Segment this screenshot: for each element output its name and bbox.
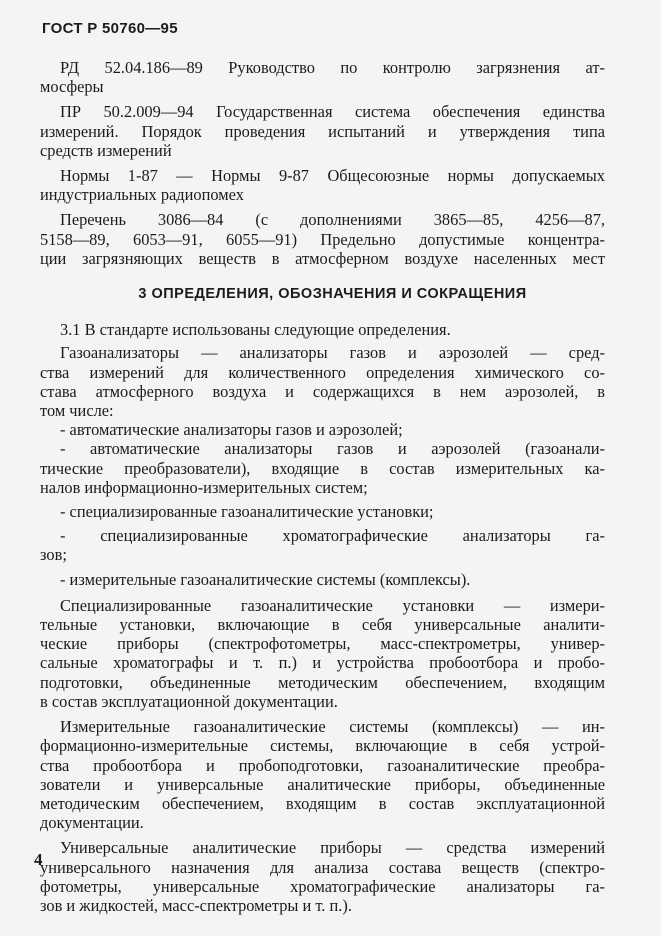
document-body [40,58,605,915]
text-line: Нормы 1-87 — Нормы 9-87 Общесоюзные нормы допускаемых [60,166,605,186]
text-line: - специализированные хроматографические анализаторы га- [60,526,605,546]
list-item [40,526,605,565]
text-line: - автоматические анализаторы газов и аэрозолей (газоанали- [60,439,605,459]
definition-universal-instruments [40,838,605,915]
text-line: 5158—89, 6053—91, 6055—91) Предельно допустимые концентра- [40,229,605,249]
text-line: индустриальных радиопомех [40,185,244,205]
text-line: формационно-измерительные системы, включающие в себя устрой- [40,736,605,756]
definition-systems [40,717,605,833]
reference-norms [40,166,605,205]
text-line: ции загрязняющих веществ в атмосферном воздухе населенных мест [40,248,605,268]
text-line: Универсальные аналитические приборы — средства измерений [60,838,605,858]
text-line: ства измерений для количественного определения химического со- [40,362,605,382]
text-line: ПР 50.2.009—94 Государственная система обеспечения единства [60,102,605,122]
section-title: 3 ОПРЕДЕЛЕНИЯ, ОБОЗНАЧЕНИЯ И СОКРАЩЕНИЯ [138,286,527,303]
text-line: методическим обеспечением, входящим в состав эксплуатационной [40,793,605,813]
text-line: Газоанализаторы — анализаторы газов и аэрозолей — сред- [60,343,605,363]
text-line: средств измерений [40,140,172,160]
definitions-intro: 3.1 В стандарте использованы следующие определения. [60,320,451,340]
list-item [60,502,605,521]
text-line: ческие приборы (спектрофотометры, масс-спектрометры, универ- [40,634,605,654]
reference-list [40,210,605,268]
text-line: РД 52.04.186—89 Руководство по контролю загрязнения ат- [60,58,605,77]
list-item [60,570,605,589]
text-line: подготовки, объединенные методическим обеспечением, входящим [40,672,605,692]
text-line: том числе: [40,401,114,421]
reference-rd [40,58,605,97]
definition-gas-analyzers [40,343,605,421]
text-line: в состав эксплуатационной документации. [40,691,338,711]
text-line: сальные хроматографы и т. п.) и устройства пробоотбора и пробо- [40,653,605,673]
page-number: 4 [34,850,43,869]
text-line: зов и жидкостей, масс-спектрометры и т. п.). [40,895,352,915]
text-line: тельные установки, включающие в себя универсальные аналити- [40,615,605,635]
text-line: измерений. Порядок проведения испытаний и утверждения типа [40,121,605,141]
text-line: зов; [40,545,67,565]
definition-installations [40,595,605,711]
text-line: - автоматические анализаторы газов и аэрозолей; [60,420,403,440]
text-line: зователи и универсальные аналитические приборы, объединенные [40,774,605,794]
text-line: - измерительные газоаналитические системы (комплексы). [60,569,471,589]
text-line: универсального назначения для анализа состава веществ (спектро- [40,857,605,877]
text-line: Перечень 3086—84 (с дополнениями 3865—85, 4256—87, [60,210,605,230]
text-line: налов информационно-измерительных систем; [40,477,368,497]
text-line: Специализированные газоаналитические установки — измери- [60,595,605,615]
text-line: - специализированные газоаналитические установки; [60,502,434,522]
text-line: става атмосферного воздуха и содержащихся в нем аэрозолей, в [40,381,605,401]
text-line: фотометры, универсальные хроматографические анализаторы га- [40,876,605,896]
text-line: мосферы [40,77,104,97]
list-item [60,420,605,439]
text-line: документации. [40,813,144,833]
document-header: ГОСТ Р 50760—95 [42,20,178,37]
text-line: ства пробоотбора и пробоподготовки, газоаналитические преобра- [40,755,605,775]
list-item [40,439,605,497]
reference-pr [40,102,605,160]
text-line: тические преобразователи), входящие в состав измерительных ка- [40,458,605,478]
text-line: Измерительные газоаналитические системы (комплексы) — ин- [60,717,605,737]
